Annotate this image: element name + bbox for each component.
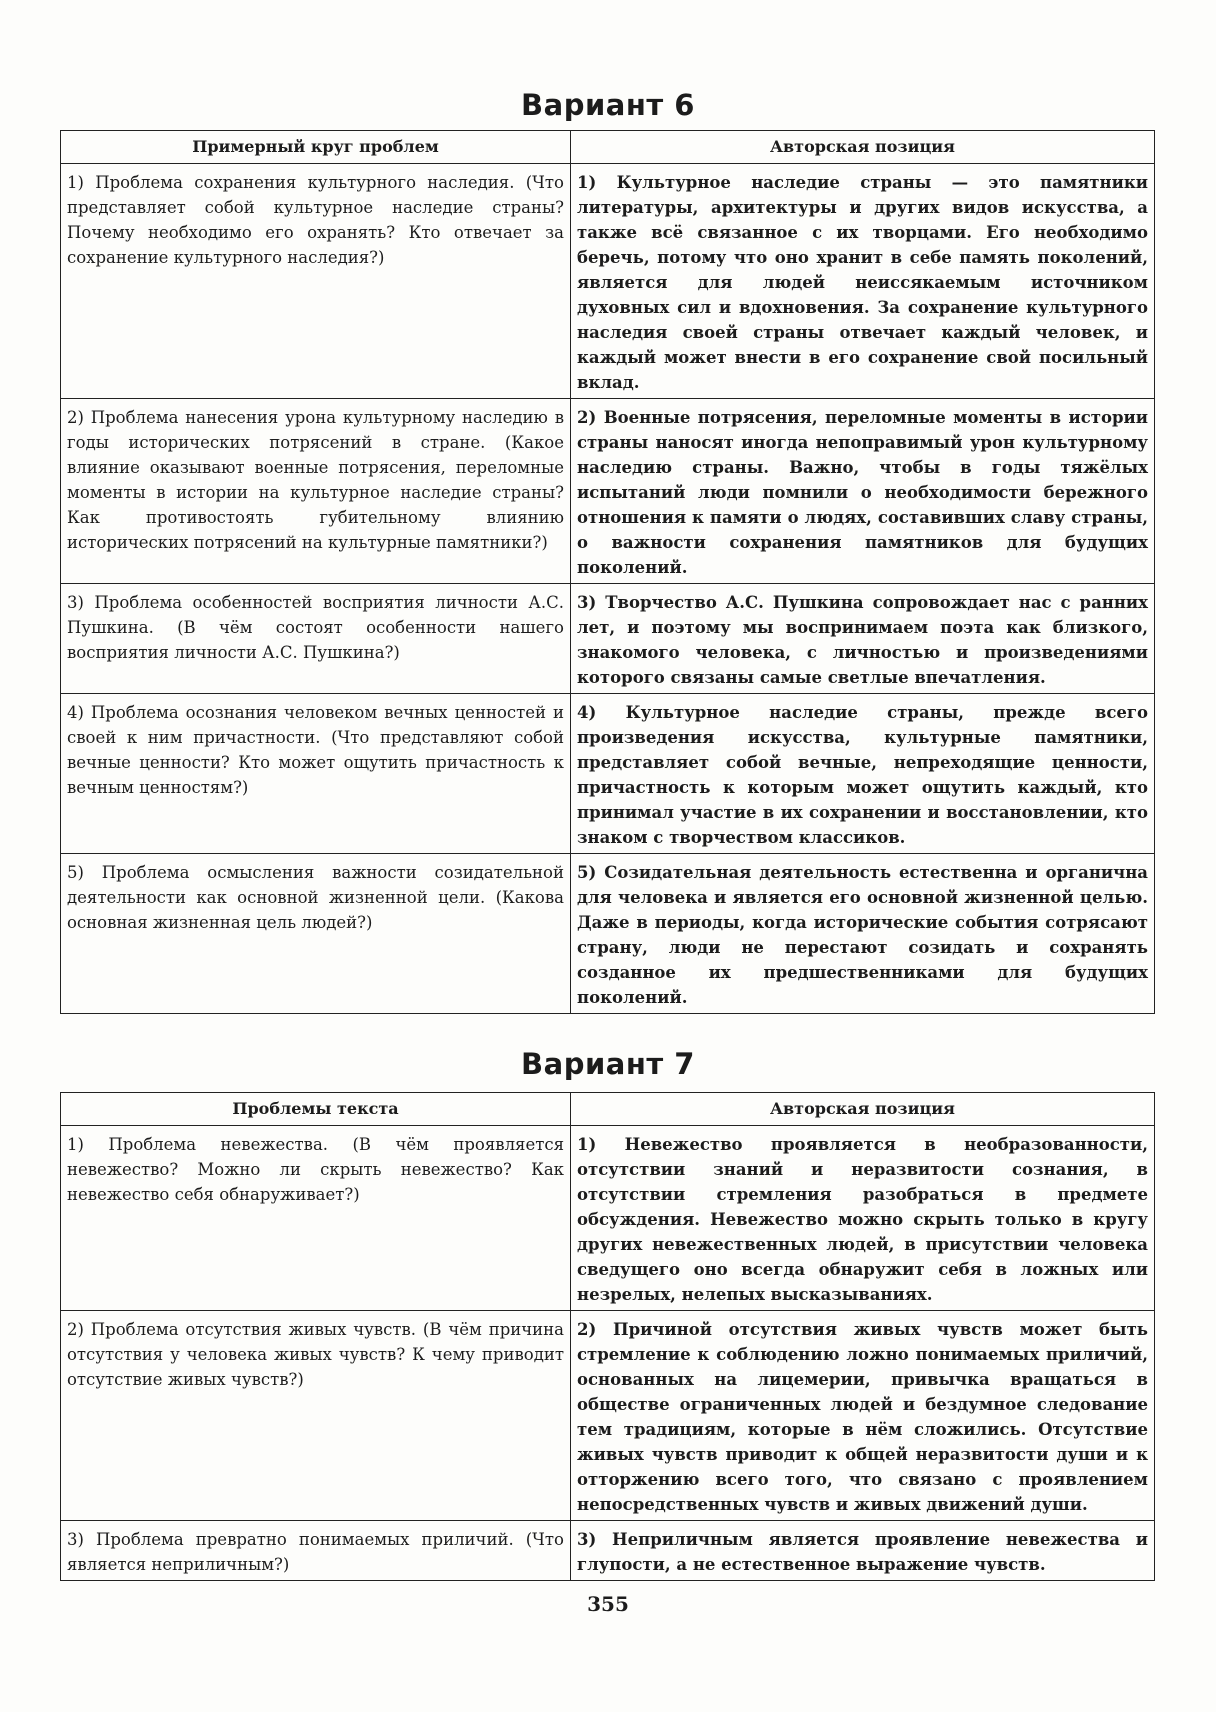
problem-cell: 2) Проблема отсутствия живых чувств. (В чём причина отсутствия у человека живых чувств? К чему приводит отсутствие живых чувств?) [61, 1311, 571, 1521]
table-row [61, 164, 1155, 399]
column-header-author-position: Авторская позиция [571, 1093, 1155, 1126]
column-header-problems: Примерный круг проблем [61, 131, 571, 164]
table-row [61, 1521, 1155, 1581]
column-header-problems: Проблемы текста [61, 1093, 571, 1126]
problem-cell: 5) Проблема осмысления важности созидательной деятельности как основной жизненной цели. (Какова основная жизненная цель людей?) [61, 854, 571, 1014]
table-header-row [61, 1093, 1155, 1126]
problem-cell: 4) Проблема осознания человеком вечных ценностей и своей к ним причастности. (Что представляют собой вечные ценности? Кто может ощутить причастность к вечным ценностям?) [61, 694, 571, 854]
problem-cell: 3) Проблема превратно понимаемых приличий. (Что является неприличным?) [61, 1521, 571, 1581]
problem-cell: 1) Проблема сохранения культурного наследия. (Что представляет собой культурное наследие страны? Почему необходимо его охранять? Кто отвечает за сохранение культурного наследия?) [61, 164, 571, 399]
table-row [61, 1126, 1155, 1311]
position-cell: 2) Военные потрясения, переломные моменты в истории страны наносят иногда непоправимый урон культурному наследию страны. Важно, чтобы в годы тяжёлых испытаний люди помнили о необходимости бережного отношения к памяти о людях, составивших славу страны, о важности сохранения памятников для будущих поколений. [571, 399, 1155, 584]
position-cell: 2) Причиной отсутствия живых чувств может быть стремление к соблюдению ложно понимаемых приличий, основанных на лицемерии, привычка вращаться в обществе ограниченных людей и бездумное следование тем традициям, которые в нём сложились. Отсутствие живых чувств приводит к общей неразвитости души и к отторжению всего того, что связано с проявлением непосредственных чувств и живых движений души. [571, 1311, 1155, 1521]
position-cell: 1) Культурное наследие страны — это памятники литературы, архитектуры и других видов искусства, а также всё связанное с их творцами. Его необходимо беречь, потому что оно хранит в себе память поколений, является для людей неиссякаемым источником духовных сил и вдохновения. За сохранение культурного наследия своей страны отвечает каждый человек, и каждый может внести в его сохранение свой посильный вклад. [571, 164, 1155, 399]
table-header-row [61, 131, 1155, 164]
problem-cell: 1) Проблема невежества. (В чём проявляется невежество? Можно ли скрыть невежество? Как невежество себя обнаруживает?) [61, 1126, 571, 1311]
problem-cell: 3) Проблема особенностей восприятия личности А.С. Пушкина. (В чём состоят особенности нашего восприятия личности А.С. Пушкина?) [61, 584, 571, 694]
problem-cell: 2) Проблема нанесения урона культурному наследию в годы исторических потрясений в стране. (Какое влияние оказывают военные потрясения, переломные моменты в истории на культурное наследие страны? Как противостоять губительному влиянию исторических потрясений на культурные памятники?) [61, 399, 571, 584]
table-row [61, 854, 1155, 1014]
position-cell: 3) Творчество А.С. Пушкина сопровождает нас с ранних лет, и поэтому мы воспринимаем поэта как близкого, знакомого человека, с личностью и произведениями которого связаны самые светлые впечатления. [571, 584, 1155, 694]
column-header-author-position: Авторская позиция [571, 131, 1155, 164]
variant-7-title: Вариант 7 [521, 1047, 695, 1081]
variant-6-title: Вариант 6 [521, 88, 695, 122]
variant-7-table [60, 1092, 1155, 1581]
page-number: 355 [587, 1592, 629, 1616]
table-row [61, 584, 1155, 694]
position-cell: 3) Неприличным является проявление невежества и глупости, а не естественное выражение чувств. [571, 1521, 1155, 1581]
variant-6-table [60, 130, 1155, 1014]
position-cell: 4) Культурное наследие страны, прежде всего произведения искусства, культурные памятники, представляет собой вечные, непреходящие ценности, причастность к которым может ощутить каждый, кто принимал участие в их сохранении и восстановлении, кто знаком с творчеством классиков. [571, 694, 1155, 854]
position-cell: 1) Невежество проявляется в необразованности, отсутствии знаний и неразвитости сознания, в отсутствии стремления разобраться в предмете обсуждения. Невежество можно скрыть только в кругу других невежественных людей, в присутствии человека сведущего оно всегда обнаружит себя в ложных или незрелых, нелепых высказываниях. [571, 1126, 1155, 1311]
position-cell: 5) Созидательная деятельность естественна и органична для человека и является его основной жизненной целью. Даже в периоды, когда исторические события сотрясают страну, люди не перестают созидать и сохранять созданное их предшественниками для будущих поколений. [571, 854, 1155, 1014]
table-row [61, 694, 1155, 854]
table-row [61, 1311, 1155, 1521]
table-row [61, 399, 1155, 584]
